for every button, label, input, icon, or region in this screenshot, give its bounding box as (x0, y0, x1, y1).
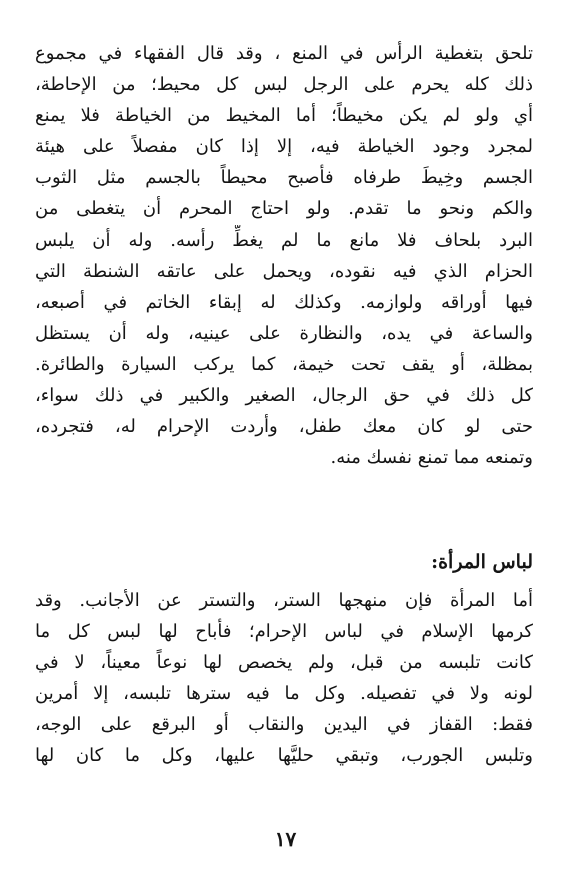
paragraph-female-ihram-clothing (35, 585, 533, 772)
text-line: بمظلة، أو يقف تحت خيمة، كما يركب السيارة والطائرة. (35, 353, 533, 375)
text-line: البرد بلحاف فلا مانع ما لم يغطِّ رأسه. وله أن يلبس (35, 229, 533, 251)
text-line: كل ذلك في حق الرجال، الصغير والكبير في ذلك سواء، (35, 385, 533, 407)
text-line: حتى لو كان معك طفل، وأردت الإحرام له، فتجرده، (35, 416, 533, 438)
text-line: وتمنعه مما تمنع نفسك منه. (330, 447, 533, 469)
text-line: فيها أوراقه ولوازمه. وكذلك له إبقاء الخاتم في أصبعه، (35, 291, 533, 313)
text-line: الحزام الذي فيه نقوده، ويحمل على عاتقه الشنطة التي (35, 260, 533, 282)
text-line: والساعة في يده، والنظارة على عينيه، وله أن يستظل (35, 322, 533, 344)
text-line: أما المرأة فإن منهجها الستر، والتستر عن الأجانب. وقد (35, 590, 533, 611)
text-line: والكم ونحو ما تقدم. ولو احتاج المحرم أن يتغطى من (35, 198, 533, 220)
text-line: فقط: القفاز في اليدين والنقاب أو البرقع على الوجه، (35, 714, 533, 736)
text-line: ذلك كله يحرم على الرجل لبس كل محيط؛ من الإحاطة، (35, 74, 533, 96)
text-line: كرمها الإسلام في لباس الإحرام؛ فأباح لها لبس كل ما (35, 621, 533, 643)
text-line: كانت تلبسه من قبل، ولم يخصص لها نوعاً معيناً، لا في (35, 652, 533, 674)
page-number: ١٧ (274, 827, 297, 851)
paragraph-male-ihram-clothing (35, 38, 533, 473)
text-line: تلحق بتغطية الرأس في المنع ، وقد قال الفقهاء في مجموع (35, 43, 533, 64)
text-line: أي ولو لم يكن مخيطاً؛ أما المخيط من الخياطة فلا يمنع (35, 105, 533, 127)
section-heading: لباس المرأة: (431, 551, 533, 573)
text-line: وتلبس الجورب، وتبقي حليَّها عليها، وكل ما كان لها (35, 745, 533, 767)
text-line: لونه ولا في تفصيله. وكل ما فيه سترها تلبسه، إلا أمرين (35, 683, 533, 705)
text-line: الجسم وخِيطَ طرفاه فأصبح محيطاً بالجسم مثل الثوب (35, 167, 533, 189)
text-line: لمجرد وجود الخياطة فيه، إلا إذا كان مفصلاً على هيئة (35, 136, 533, 158)
